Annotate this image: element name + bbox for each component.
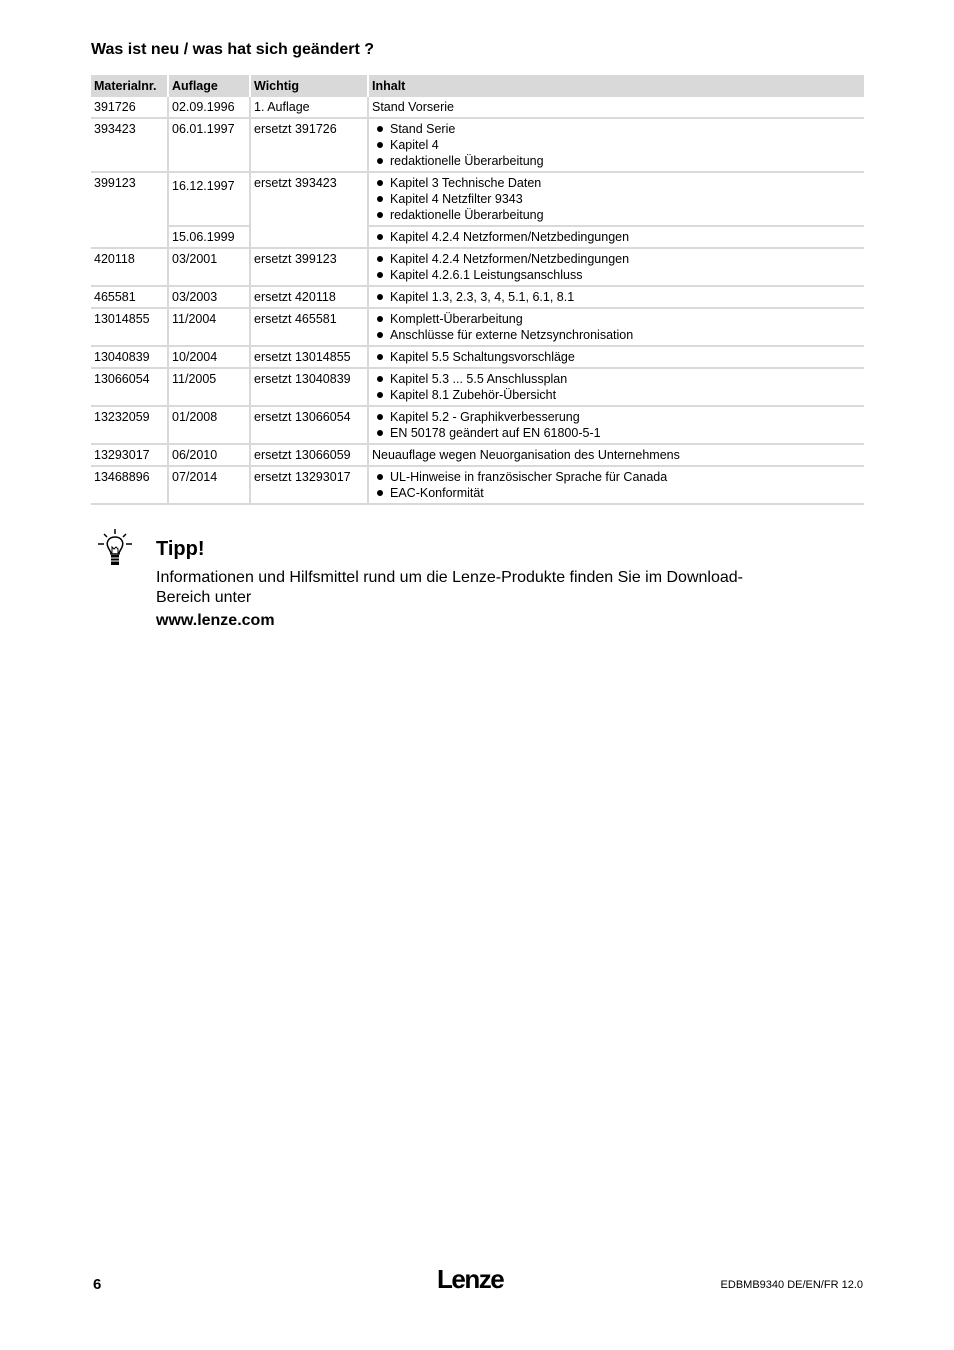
- page-number: 6: [93, 1276, 102, 1293]
- bullet-list: [372, 409, 861, 441]
- tip-title: Tipp!: [156, 538, 205, 560]
- cell-inhalt: [368, 248, 864, 286]
- cell-auflage: 02.09.1996: [168, 97, 250, 118]
- bullet-item: Anschlüsse für externe Netzsynchronisation: [372, 327, 861, 343]
- cell-materialnr: 13468896: [91, 466, 168, 504]
- cell-auflage: 11/2005: [168, 368, 250, 406]
- document-code: EDBMB9340 DE/EN/FR 12.0: [720, 1279, 863, 1291]
- table-row: [91, 308, 864, 346]
- bullet-item: Kapitel 1.3, 2.3, 3, 4, 5.1, 6.1, 8.1: [372, 289, 861, 305]
- bullet-item: Komplett-Überarbeitung: [372, 311, 861, 327]
- table-row: [91, 444, 864, 466]
- cell-materialnr: 391726: [91, 97, 168, 118]
- cell-materialnr: 420118: [91, 248, 168, 286]
- tip-text: Informationen und Hilfsmittel rund um die Lenze-Produkte finden Sie im Download-Bereich unter: [156, 569, 743, 606]
- bullet-list: [372, 289, 861, 305]
- cell-inhalt: [368, 172, 864, 226]
- bullet-item: Kapitel 4 Netzfilter 9343: [372, 191, 861, 207]
- bullet-list: [372, 349, 861, 365]
- bullet-item: EN 50178 geändert auf EN 61800-5-1: [372, 425, 861, 441]
- bullet-item: UL-Hinweise in französischer Sprache für Canada: [372, 469, 861, 485]
- bullet-item: Kapitel 3 Technische Daten: [372, 175, 861, 191]
- cell-materialnr: 13293017: [91, 444, 168, 466]
- bullet-item: Kapitel 5.3 ... 5.5 Anschlussplan: [372, 371, 861, 387]
- table-row: [91, 368, 864, 406]
- cell-materialnr: 13066054: [91, 368, 168, 406]
- cell-wichtig: ersetzt 393423: [250, 172, 368, 226]
- cell-auflage: 15.06.1999: [168, 226, 250, 248]
- cell-auflage: 11/2004: [168, 308, 250, 346]
- cell-inhalt: [368, 406, 864, 444]
- bullet-list: [372, 311, 861, 343]
- cell-inhalt: [368, 118, 864, 172]
- cell-auflage: 16.12.1997: [168, 172, 250, 226]
- column-header-materialnr: Materialnr.: [91, 75, 168, 97]
- cell-wichtig: ersetzt 420118: [250, 286, 368, 308]
- cell-auflage: 06/2010: [168, 444, 250, 466]
- bullet-list: [372, 251, 861, 283]
- cell-wichtig: ersetzt 13066059: [250, 444, 368, 466]
- table-row: [91, 466, 864, 504]
- bullet-list: [372, 175, 861, 223]
- lenze-logo: Lenze: [437, 1264, 504, 1294]
- cell-materialnr: 13040839: [91, 346, 168, 368]
- cell-inhalt: [368, 466, 864, 504]
- table-row: [91, 118, 864, 172]
- page-heading: Was ist neu / was hat sich geändert ?: [91, 41, 375, 58]
- lightbulb-icon: [96, 528, 134, 568]
- bullet-item: Kapitel 4.2.6.1 Leistungsanschluss: [372, 267, 861, 283]
- change-history-table: [91, 75, 864, 505]
- cell-materialnr: 13232059: [91, 406, 168, 444]
- bullet-item: Kapitel 4: [372, 137, 861, 153]
- bullet-list: [372, 229, 861, 245]
- bullet-item: Kapitel 8.1 Zubehör-Übersicht: [372, 387, 861, 403]
- cell-wichtig: [250, 226, 368, 248]
- bullet-item: EAC-Konformität: [372, 485, 861, 501]
- cell-auflage: 01/2008: [168, 406, 250, 444]
- cell-inhalt: [368, 308, 864, 346]
- table-row: [91, 248, 864, 286]
- cell-wichtig: 1. Auflage: [250, 97, 368, 118]
- table-header-row: [91, 75, 864, 97]
- cell-inhalt: [368, 346, 864, 368]
- cell-auflage: 06.01.1997: [168, 118, 250, 172]
- table-row: [91, 172, 864, 226]
- cell-auflage: 03/2003: [168, 286, 250, 308]
- cell-inhalt: [368, 226, 864, 248]
- cell-inhalt: [368, 286, 864, 308]
- table-row: [91, 286, 864, 308]
- cell-materialnr: 465581: [91, 286, 168, 308]
- bullet-list: [372, 371, 861, 403]
- tip-link[interactable]: www.lenze.com: [156, 612, 275, 629]
- table-row: [91, 406, 864, 444]
- cell-auflage: 10/2004: [168, 346, 250, 368]
- bullet-list: [372, 469, 861, 501]
- bullet-item: Kapitel 5.2 - Graphikverbesserung: [372, 409, 861, 425]
- table-row: [91, 97, 864, 118]
- column-header-inhalt: Inhalt: [368, 75, 864, 97]
- cell-materialnr: 13014855: [91, 308, 168, 346]
- cell-wichtig: ersetzt 391726: [250, 118, 368, 172]
- cell-wichtig: ersetzt 465581: [250, 308, 368, 346]
- table-row: [91, 226, 864, 248]
- cell-auflage: 07/2014: [168, 466, 250, 504]
- cell-inhalt: Stand Vorserie: [368, 97, 864, 118]
- cell-wichtig: ersetzt 13066054: [250, 406, 368, 444]
- cell-wichtig: ersetzt 399123: [250, 248, 368, 286]
- cell-auflage: 03/2001: [168, 248, 250, 286]
- bullet-item: redaktionelle Überarbeitung: [372, 153, 861, 169]
- column-header-auflage: Auflage: [168, 75, 250, 97]
- cell-materialnr: 399123: [91, 172, 168, 226]
- bullet-item: Kapitel 4.2.4 Netzformen/Netzbedingungen: [372, 229, 861, 245]
- bullet-item: Kapitel 4.2.4 Netzformen/Netzbedingungen: [372, 251, 861, 267]
- cell-wichtig: ersetzt 13040839: [250, 368, 368, 406]
- table-row: [91, 346, 864, 368]
- cell-wichtig: ersetzt 13293017: [250, 466, 368, 504]
- bullet-item: Stand Serie: [372, 121, 861, 137]
- bullet-list: [372, 121, 861, 169]
- bullet-item: redaktionelle Überarbeitung: [372, 207, 861, 223]
- bullet-item: Kapitel 5.5 Schaltungsvorschläge: [372, 349, 861, 365]
- column-header-wichtig: Wichtig: [250, 75, 368, 97]
- cell-wichtig: ersetzt 13014855: [250, 346, 368, 368]
- cell-inhalt: Neuauflage wegen Neuorganisation des Unternehmens: [368, 444, 864, 466]
- cell-materialnr: [91, 226, 168, 248]
- cell-inhalt: [368, 368, 864, 406]
- cell-materialnr: 393423: [91, 118, 168, 172]
